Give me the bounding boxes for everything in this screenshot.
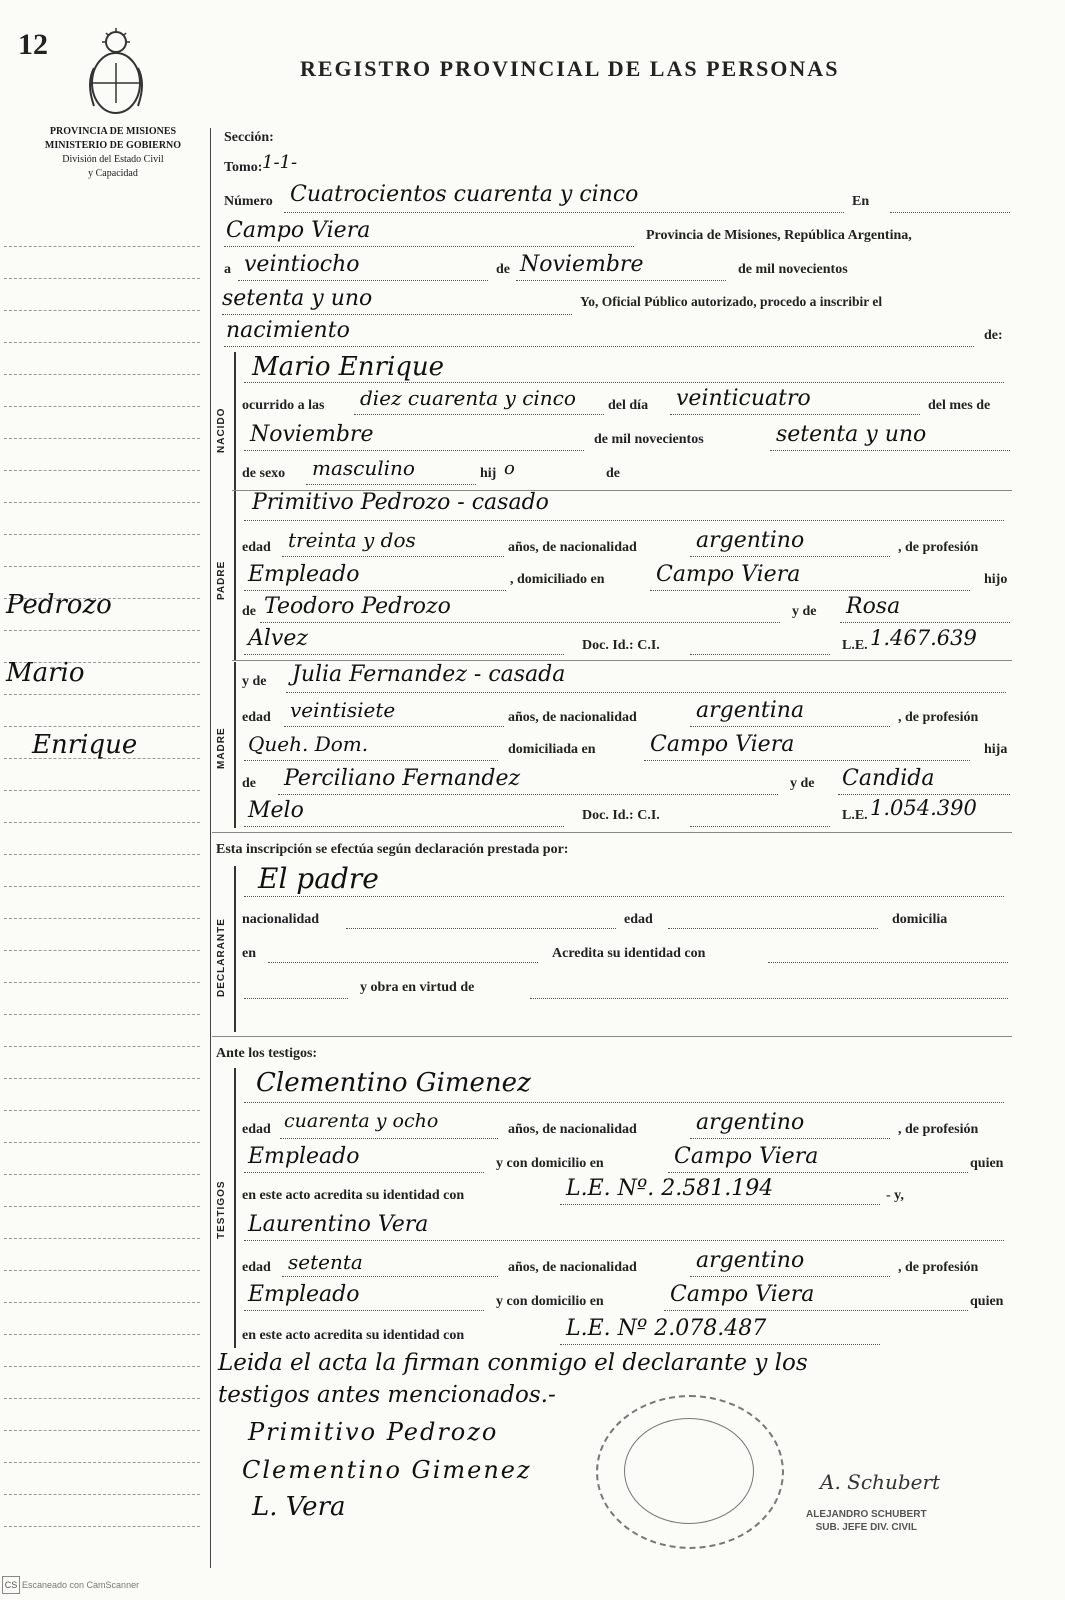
- t1-edad-label: edad: [242, 1122, 271, 1137]
- madre-madre-value: Candida: [842, 766, 935, 791]
- decl-nac-line: [346, 928, 616, 929]
- padre-nac-value: argentino: [696, 528, 805, 553]
- padre-ci-line: [690, 654, 830, 655]
- madre-prof-line: [244, 760, 498, 761]
- hijo-value: o: [504, 458, 515, 479]
- nombre-line: [244, 382, 1004, 383]
- madre-edad-value: veintisiete: [290, 698, 396, 722]
- official-stamp-title: SUB. JEFE DIV. CIVIL: [815, 1522, 917, 1533]
- t2-prof-label: , de profesión: [898, 1260, 979, 1275]
- dia-value: veintiocho: [244, 252, 360, 277]
- margin-secondname: Enrique: [32, 730, 138, 760]
- padre-le-value: 1.467.639: [870, 626, 977, 650]
- main-left-border: [210, 128, 211, 1568]
- provincia-text: Provincia de Misiones, República Argentina,: [646, 228, 912, 243]
- separator-4: [212, 1036, 1012, 1037]
- madre-yde2-label: y de: [790, 776, 815, 791]
- division-text: División del Estado Civil: [62, 154, 164, 165]
- dia-nac-value: veinticuatro: [676, 386, 811, 411]
- madre-padre-line: [278, 794, 778, 795]
- t2-acredita-label: en este acto acredita su identidad con: [242, 1328, 465, 1343]
- anio-line: [222, 314, 572, 315]
- madre-nac-value: argentina: [696, 698, 805, 723]
- padre-dom-value: Campo Viera: [656, 562, 801, 587]
- padre-edad-line: [282, 556, 504, 557]
- decl-edad-line: [668, 928, 878, 929]
- decl-edad-label: edad: [624, 912, 653, 927]
- tomo-value: 1-1-: [262, 152, 298, 173]
- padre-madre-value: Rosa: [846, 594, 901, 619]
- madre-section-label: MADRE: [216, 727, 227, 769]
- de-label-2: de: [606, 466, 620, 481]
- madre-dom-line: [644, 760, 970, 761]
- padre-hijo-label: hijo: [984, 572, 1008, 587]
- lugar-value: Campo Viera: [226, 218, 371, 243]
- dia-line: [238, 280, 488, 281]
- madre-padre-value: Perciliano Fernandez: [284, 766, 521, 791]
- yo-oficial-text: Yo, Oficial Público autorizado, procedo a inscribir el: [580, 294, 883, 309]
- t2-edad-label: edad: [242, 1260, 271, 1275]
- testigos-section-label: TESTIGOS: [216, 1180, 227, 1240]
- division-text-2: y Capacidad: [88, 168, 138, 179]
- closing-line-2: testigos antes mencionados.-: [218, 1382, 556, 1408]
- t1-prof-line: [244, 1172, 484, 1173]
- province-text: PROVINCIA DE MISIONES: [49, 126, 177, 137]
- margin-firstname: Mario: [6, 658, 85, 688]
- padre-doc-label: Doc. Id.: C.I.: [582, 638, 660, 653]
- mes-value: Noviembre: [520, 252, 644, 277]
- testigo1-doc-value: L.E. Nº. 2.581.194: [566, 1176, 774, 1201]
- anio-nac-value: setenta y uno: [776, 422, 927, 447]
- official-stamp: [806, 1508, 927, 1534]
- t2-nac-label: años, de nacionalidad: [508, 1260, 637, 1275]
- madre-madre2-value: Melo: [248, 798, 304, 823]
- de-label: de: [496, 262, 510, 277]
- separator-3: [212, 832, 1012, 833]
- ante-testigos-text: Ante los testigos:: [216, 1046, 318, 1061]
- hora-value: diez cuarenta y cinco: [360, 386, 576, 410]
- testigo1-nombre-line: [244, 1102, 1004, 1103]
- padre-nombre-value: Primitivo Pedrozo - casado: [252, 490, 549, 515]
- t2-doc-line: [560, 1344, 880, 1345]
- del-dia-label: del día: [608, 398, 649, 413]
- margin-surname: Pedrozo: [6, 590, 112, 620]
- padre-nac-label: años, de nacionalidad: [508, 540, 637, 555]
- madre-nac-label: años, de nacionalidad: [508, 710, 637, 725]
- document-title: REGISTRO PROVINCIAL DE LAS PERSONAS: [300, 56, 840, 81]
- t1-prof-label: , de profesión: [898, 1122, 979, 1137]
- t1-quien-label: quien: [970, 1156, 1004, 1171]
- t2-quien-label: quien: [970, 1294, 1004, 1309]
- decl-en-line: [268, 962, 538, 963]
- testigo2-edad-value: setenta: [288, 1250, 363, 1274]
- madre-yde-label: y de: [242, 674, 267, 689]
- official-stamp-name: ALEJANDRO SCHUBERT: [806, 1509, 927, 1520]
- decl-acredita-line: [768, 962, 1008, 963]
- numero-line: [284, 212, 844, 213]
- del-mes-label: del mes de: [928, 398, 991, 413]
- padre-de-label: de: [242, 604, 256, 619]
- signature-official: A. Schubert: [820, 1470, 941, 1494]
- nombre-value: Mario Enrique: [252, 352, 445, 382]
- testigo2-nombre-value: Laurentino Vera: [248, 1212, 429, 1237]
- madre-le-label: L.E.: [842, 808, 868, 823]
- separator-2: [232, 660, 1012, 661]
- testigo2-dom-value: Campo Viera: [670, 1282, 815, 1307]
- t1-doc-line: [560, 1204, 880, 1205]
- padre-edad-value: treinta y dos: [288, 528, 416, 552]
- coat-of-arms-icon: [80, 28, 152, 120]
- t1-dom-line: [668, 1172, 968, 1173]
- padre-padre-value: Teodoro Pedrozo: [264, 594, 451, 619]
- t1-y-label: - y,: [886, 1188, 904, 1203]
- madre-madre2-line: [244, 826, 564, 827]
- ocurrido-label: ocurrido a las: [242, 398, 325, 413]
- t2-dom-line: [664, 1310, 968, 1311]
- tomo-label: Tomo:: [224, 160, 263, 175]
- testigo2-nombre-line: [244, 1240, 1004, 1241]
- sexo-line: [306, 484, 476, 485]
- testigo1-prof-value: Empleado: [248, 1144, 360, 1169]
- signature-witness-1: Clementino Gimenez: [242, 1456, 532, 1484]
- padre-section-label: PADRE: [216, 560, 227, 600]
- en-label: En: [852, 194, 870, 209]
- seccion-label: Sección:: [224, 130, 274, 145]
- padre-nombre-line: [244, 520, 1004, 521]
- t2-edad-line: [282, 1276, 498, 1277]
- de-colon-label: de:: [984, 328, 1003, 343]
- padre-edad-label: edad: [242, 540, 271, 555]
- scanner-watermark: Escaneado con CamScanner: [22, 1580, 140, 1590]
- padre-yde-label: y de: [792, 604, 817, 619]
- t1-nac-line: [690, 1138, 890, 1139]
- t1-edad-line: [280, 1138, 498, 1139]
- padre-le-label: L.E.: [842, 638, 868, 653]
- nacido-bracket: [234, 352, 236, 492]
- hij-label: hij: [480, 466, 497, 481]
- numero-label: Número: [224, 194, 273, 209]
- decl-obra-line-2: [530, 998, 1008, 999]
- acto-value: nacimiento: [226, 318, 350, 343]
- testigo1-nac-value: argentino: [696, 1110, 805, 1135]
- nacido-section-label: NACIDO: [216, 407, 227, 453]
- padre-prof-value: Empleado: [248, 562, 360, 587]
- madre-ci-line: [690, 826, 830, 827]
- sexo-value: masculino: [312, 456, 415, 480]
- madre-de-label: de: [242, 776, 256, 791]
- esta-inscripcion-text: Esta inscripción se efectúa según declaración prestada por:: [216, 842, 569, 857]
- anio-value: setenta y uno: [222, 286, 373, 311]
- madre-dom-value: Campo Viera: [650, 732, 795, 757]
- en-line: [890, 212, 1010, 213]
- testigos-bracket: [234, 1068, 236, 1348]
- t2-prof-line: [244, 1310, 484, 1311]
- testigo1-edad-value: cuarenta y ocho: [284, 1110, 439, 1132]
- madre-le-value: 1.054.390: [870, 796, 977, 820]
- t1-acredita-label: en este acto acredita su identidad con: [242, 1188, 465, 1203]
- t1-dom-label: y con domicilio en: [496, 1156, 604, 1171]
- madre-nombre-value: Julia Fernandez - casada: [292, 662, 566, 687]
- padre-madre-line: [840, 622, 1010, 623]
- hora-line: [354, 414, 604, 415]
- madre-hija-label: hija: [984, 742, 1008, 757]
- testigo2-prof-value: Empleado: [248, 1282, 360, 1307]
- mil-nov-label-2: de mil novecientos: [594, 432, 704, 447]
- padre-madre2-line: [244, 654, 564, 655]
- decl-dom-label: domicilia: [892, 912, 948, 927]
- decl-obra-line-1: [244, 998, 348, 999]
- madre-dom-label: domiciliada en: [508, 742, 596, 757]
- numero-value: Cuatrocientos cuarenta y cinco: [290, 182, 639, 207]
- page-number: 12: [18, 28, 48, 61]
- madre-nombre-line: [286, 692, 1006, 693]
- testigo2-doc-value: L.E. Nº 2.078.487: [566, 1316, 767, 1341]
- signature-father: Primitivo Pedrozo: [248, 1418, 499, 1446]
- madre-edad-line: [284, 726, 504, 727]
- anio-nac-line: [770, 450, 1010, 451]
- testigo1-nombre-value: Clementino Gimenez: [256, 1068, 531, 1098]
- signature-witness-2: L. Vera: [252, 1492, 346, 1522]
- mes-line: [516, 280, 726, 281]
- madre-prof-label: , de profesión: [898, 710, 979, 725]
- madre-edad-label: edad: [242, 710, 271, 725]
- decl-obra-label: y obra en virtud de: [360, 980, 475, 995]
- testigo1-dom-value: Campo Viera: [674, 1144, 819, 1169]
- madre-madre-line: [838, 794, 1010, 795]
- scanner-logo-icon: CS: [2, 1576, 20, 1594]
- a-label: a: [224, 262, 231, 277]
- mes-nac-line: [244, 450, 584, 451]
- official-seal-inner: [624, 1418, 754, 1524]
- padre-madre2-value: Alvez: [248, 626, 308, 651]
- lugar-line: [224, 246, 634, 247]
- padre-dom-line: [650, 590, 970, 591]
- sexo-label: de sexo: [242, 466, 286, 481]
- closing-line-1: Leida el acta la firman conmigo el declarante y los: [218, 1350, 808, 1376]
- madre-bracket: [234, 662, 236, 828]
- padre-nac-line: [690, 556, 890, 557]
- decl-acredita-label: Acredita su identidad con: [552, 946, 706, 961]
- t2-nac-line: [690, 1276, 890, 1277]
- padre-bracket: [234, 492, 236, 660]
- acto-line: [224, 346, 974, 347]
- testigo2-nac-value: argentino: [696, 1248, 805, 1273]
- t1-nac-label: años, de nacionalidad: [508, 1122, 637, 1137]
- issuer-block: [18, 125, 208, 181]
- padre-prof-line: [244, 590, 506, 591]
- decl-en-label: en: [242, 946, 256, 961]
- declarante-line: [244, 896, 1004, 897]
- decl-nac-label: nacionalidad: [242, 912, 320, 927]
- madre-nac-line: [690, 726, 890, 727]
- de-mil-nov-label: de mil novecientos: [738, 262, 848, 277]
- mes-nac-value: Noviembre: [250, 422, 374, 447]
- padre-prof-label: , de profesión: [898, 540, 979, 555]
- padre-padre-line: [260, 622, 780, 623]
- declarante-value: El padre: [258, 862, 379, 895]
- t2-dom-label: y con domicilio en: [496, 1294, 604, 1309]
- declarante-bracket: [234, 866, 236, 1032]
- madre-prof-value: Queh. Dom.: [248, 732, 369, 756]
- madre-doc-label: Doc. Id.: C.I.: [582, 808, 660, 823]
- ministry-text: MINISTERIO DE GOBIERNO: [44, 140, 182, 151]
- dia-nac-line: [670, 414, 920, 415]
- padre-dom-label: , domiciliado en: [510, 572, 605, 587]
- declarante-section-label: DECLARANTE: [216, 918, 227, 998]
